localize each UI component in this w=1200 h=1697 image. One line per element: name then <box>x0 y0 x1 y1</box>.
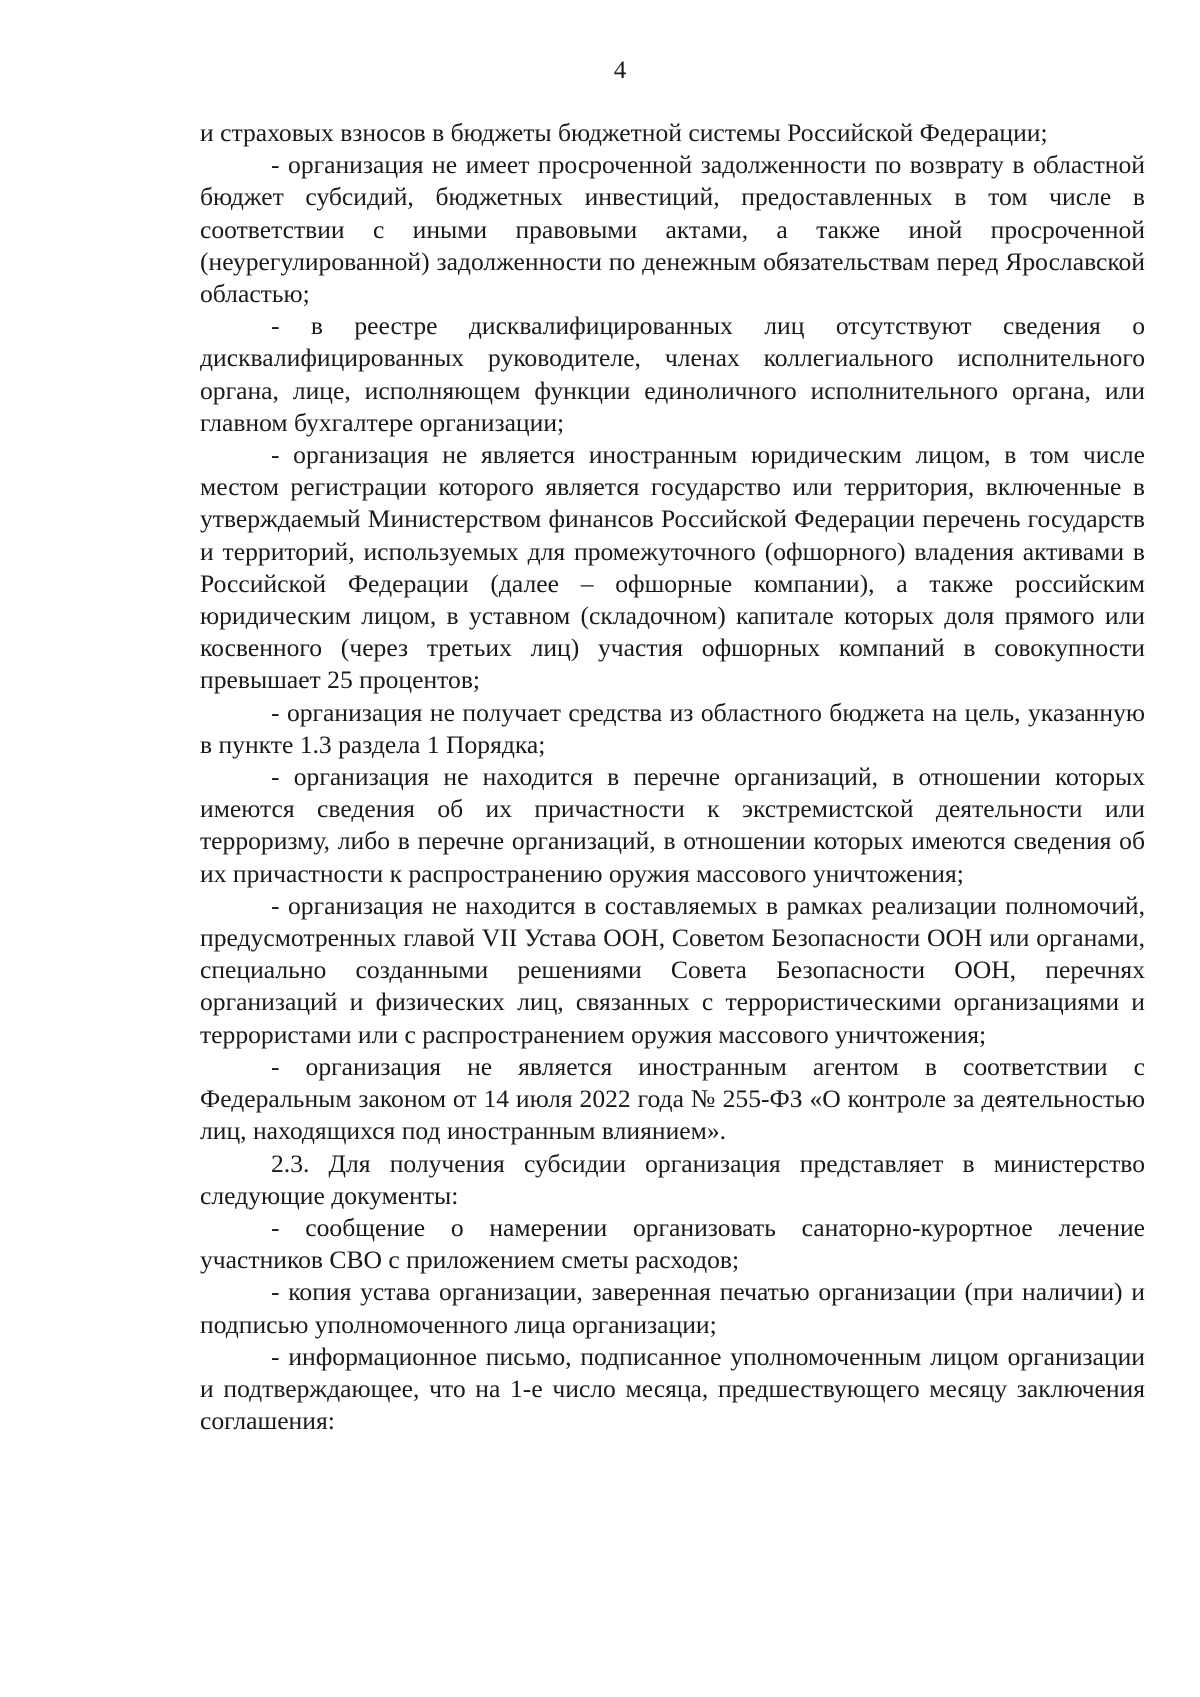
paragraph-information-letter: - информационное письмо, подписанное уполномоченным лицом организации и подтверждающее, что на 1-е число месяца, предшествующего месяцу заключения соглашения: <box>200 1341 1145 1436</box>
document-body <box>200 117 1145 1437</box>
paragraph-notice-of-intent: - сообщение о намерении организовать санаторно-курортное лечение участников СВО с приложением сметы расходов; <box>200 1212 1145 1275</box>
paragraph-not-un-list: - организация не находится в составляемых в рамках реализации полномочий, предусмотренных главой VII Устава ООН, Советом Безопасности ООН или органами, специально созданными решениями Совета Безопасности ООН, перечнях организаций и физических лиц, связанных с террористическими организациями и террористами или с распространением оружия массового уничтожения; <box>200 890 1145 1049</box>
paragraph-no-overdue-debt: - организация не имеет просроченной задолженности по возврату в областной бюджет субсидий, бюджетных инвестиций, предоставленных в том числе в соответствии с иными правовыми актами, а также иной просроченной (неурегулированной) задолженности по денежным обязательствам перед Ярославской областью; <box>200 150 1145 309</box>
paragraph-section-2-3: 2.3. Для получения субсидии организация представляет в министерство следующие документы: <box>200 1148 1145 1210</box>
paragraph-not-foreign-entity: - организация не является иностранным юридическим лицом, в том числе местом регистрации которого является государство или территория, включенные в утверждаемый Министерством финансов Российской Федерации перечень государств и территорий, используемых для промежуточного (офшорного) владения активами в Российской Федерации (далее – офшорные компании), а также российским юридическим лицом, в уставном (складочном) капитале которых доля прямого или косвенного (через третьих лиц) участия офшорных компаний в совокупности превышает 25 процентов; <box>200 440 1145 695</box>
paragraph-charter-copy: - копия устава организации, заверенная печатью организации (при наличии) и подписью уполномоченного лица организации; <box>200 1277 1145 1339</box>
paragraph-not-foreign-agent: - организация не является иностранным агентом в соответствии с Федеральным законом от 14 июля 2022 года № 255-ФЗ «О контроле за деятельностью лиц, находящихся под иностранным влиянием». <box>200 1051 1145 1146</box>
page-number: 4 <box>613 57 627 84</box>
paragraph-disqualified-persons: - в реестре дисквалифицированных лиц отсутствуют сведения о дисквалифицированных руководителе, членах коллегиального исполнительного органа, лице, исполняющем функции единоличного исполнительного органа, или главном бухгалтере организации; <box>200 311 1145 437</box>
paragraph-not-extremist-list: - организация не находится в перечне организаций, в отношении которых имеются сведения об их причастности к экстремистской деятельности или терроризму, либо в перечне организаций, в отношении которых имеются сведения об их причастности к распространению оружия массового уничтожения; <box>200 762 1145 888</box>
paragraph-no-budget-funds: - организация не получает средства из областного бюджета на цель, указанную в пункте 1.3 раздела 1 Порядка; <box>200 697 1145 759</box>
paragraph-continuation: и страховых взносов в бюджеты бюджетной системы Российской Федерации; <box>200 118 1048 147</box>
